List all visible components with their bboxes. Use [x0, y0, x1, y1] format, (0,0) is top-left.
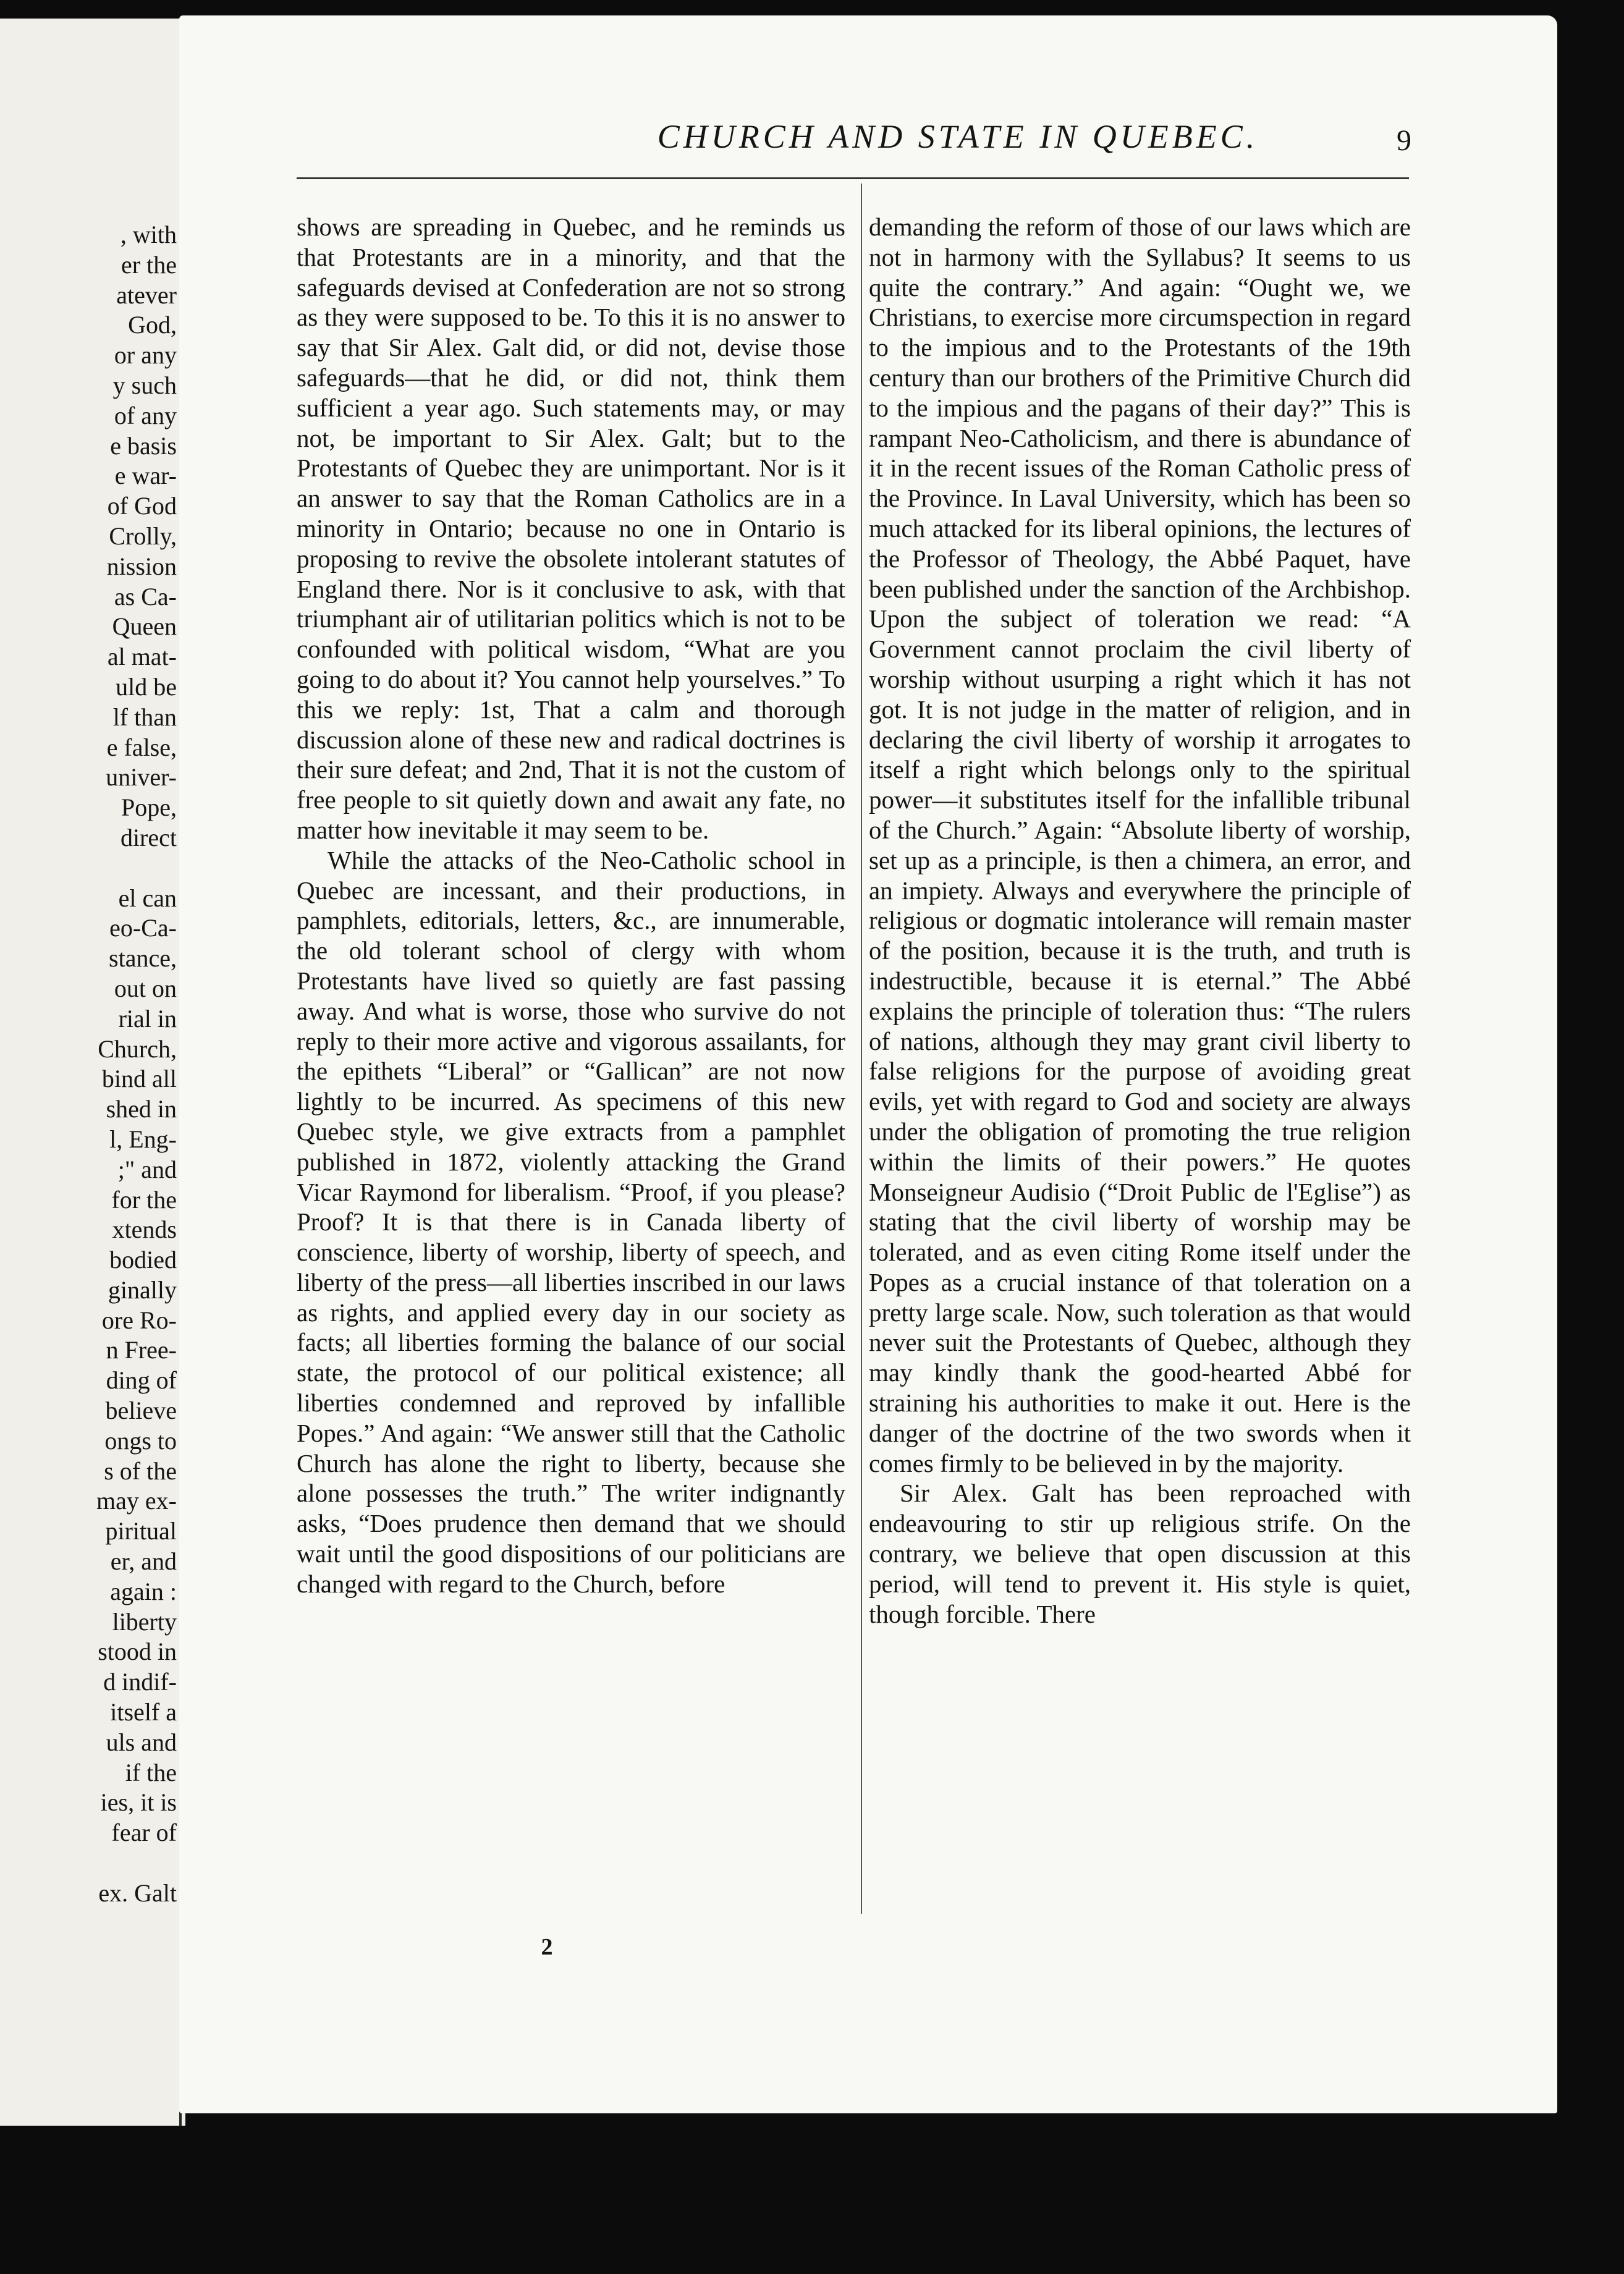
facing-page-line: believe [105, 1397, 177, 1425]
facing-page-line: bind all [101, 1065, 177, 1093]
facing-page-line: er, and [110, 1547, 177, 1576]
header-rule [297, 177, 1409, 179]
facing-page-line: of any [114, 401, 177, 429]
paragraph: demanding the reform of those of our laws which are not in harmony with the Syllabus? It seems to us quite the contrary.” And again: “Ought we, we Christians, to exercise more circumspection in regard to the impious and to the Protestants of the 19th century than our brothers of the Primitive Church did to the impious and the pagans of their day?” This is rampant Neo-Catholicism, and there is abundance of it in the recent issues of the Roman Catholic press of the Province. In Laval University, which has been so much attacked for its liberal opinions, the lectures of the Professor of Theology, the Abbé Paquet, have been published under the sanction of the Archbishop. Upon the subject of toleration we read: “A Government cannot proclaim the civil liberty of worship without usurping a right which it has not got. It is not judge in the matter of religion, and in declaring the civil liberty of worship it arrogates to itself a right which belongs only to the spiritual power—it substitutes itself for the infallible tribunal of the Church.” Again: “Absolute liberty of worship, set up as a principle, is then a chimera, an error, and an impiety. Always and everywhere the principle of religious or dogmatic intolerance will remain master of the position, because it is the truth, and truth is indestructible, because it is eternal.” The Abbé explains the principle of toleration thus: “The rulers of nations, although they may grant civil liberty to false religions for the purpose of avoiding great evils, yet with regard to God and society are always under the obligation of promoting the true religion within the limits of their powers.” He quotes Monseigneur Audisio (“Droit Public de l'Eglise”) as stating that the civil liberty of worship may be tolerated, and as even citing Rome itself under the Popes as a crucial instance of that toleration on a pretty large scale. Now, such toleration as that would never suit the Protestants of Quebec, although they may kindly thank the good-hearted Abbé for straining his authorities to make it out. Here is the danger of the doctrine of the two swords when it comes firmly to be believed in by the majority. [869, 213, 1411, 1477]
text-column-right [869, 212, 1411, 1629]
facing-page-line: e false, [106, 733, 177, 761]
facing-page-line: ;" and [117, 1155, 177, 1183]
facing-page-line [0, 853, 177, 884]
facing-page-line: Queen [112, 612, 177, 641]
running-header [179, 117, 1557, 161]
facing-page-line: ginally [108, 1275, 177, 1304]
facing-page-line: er the [121, 250, 177, 279]
facing-page-line: fear of [111, 1819, 177, 1847]
facing-page-line: nission [106, 552, 177, 580]
facing-page-line: n Free- [106, 1336, 177, 1364]
facing-page-line: d indif- [103, 1668, 177, 1696]
facing-page-line: liberty [112, 1607, 177, 1636]
facing-page-line: el can [118, 884, 177, 912]
paragraph: While the attacks of the Neo-Catholic school in Quebec are incessant, and their productions, in pamphlets, editorials, letters, &c., are innumerable, the old tolerant school of clergy with whom Protestants have lived so quietly are fast passing away. And what is worse, those who survive do not reply to their more active and vigorous assailants, for the epithets “Liberal” or “Gallican” are not now lightly to be incurred. As specimens of this new Quebec style, we give extracts from a pamphlet published in 1872, violently attacking the Grand Vicar Raymond for liberalism. “Proof, if you please? Proof? It is that there is in Canada liberty of conscience, liberty of worship, liberty of speech, and liberty of the press—all liberties inscribed in our laws as rights, and applied every day in our society as facts; all liberties forming the balance of our social state, the protocol of our political existence; all liberties condemned and reproved by infallible Popes.” And again: “We answer still that the Catholic Church has alone the right to liberty, because she alone possesses the truth.” The writer indignantly asks, “Does prudence then demand that we should wait until the good dispositions of our politicians are changed with regard to the Church, before [297, 845, 845, 1598]
signature-mark: 2 [541, 1934, 553, 1960]
paragraph: shows are spreading in Quebec, and he reminds us that Protestants are in a minority, and that the safeguards devised at Confederation are not so strong as they were supposed to be. To this it is no answer to say that Sir Alex. Galt did, or did not, devise those safeguards—that he did, or did not, think them sufficient a year ago. Such statements may, or may not, be important to Sir Alex. Galt; but to the Protestants of Quebec they are unimportant. Nor is it an answer to say that the Roman Catholics are in a minority in Ontario; because no one in Ontario is proposing to revive the obsolete intolerant statutes of England there. Nor is it conclusive to ask, with that triumphant air of utilitarian politics which is not to be confounded with political wisdom, “What are you going to do about it? You cannot help yourselves.” To this we reply: 1st, That a calm and thorough discussion alone of these new and radical doctrines is their sure defeat; and 2nd, That it is not the custom of free people to sit quietly down and await any fate, no matter how inevitable it may seem to be. [297, 213, 845, 844]
paragraph: Sir Alex. Galt has been reproached with endeavouring to stir up religious strife. On the contrary, we believe that open discussion at this period, will tend to prevent it. His style is quiet, though forcible. There [869, 1479, 1411, 1628]
facing-page-line: e war- [114, 462, 177, 490]
facing-page-line: Pope, [121, 793, 177, 822]
facing-page-line: Church, [98, 1034, 177, 1063]
facing-page-line: l, Eng- [109, 1125, 177, 1153]
facing-page-line: eo-Ca- [109, 914, 177, 942]
text-column-left [297, 212, 845, 1599]
facing-page-line: rial in [118, 1004, 177, 1033]
facing-page-line: ies, it is [100, 1788, 177, 1817]
facing-page-line: ore Ro- [101, 1306, 177, 1334]
facing-page-line: lf than [112, 703, 177, 731]
facing-page-line: stood in [98, 1638, 177, 1666]
facing-page-line: God, [128, 311, 177, 339]
facing-page-line: univer- [106, 763, 177, 792]
facing-page-line: out on [114, 974, 177, 1002]
facing-page-line: may ex- [96, 1487, 177, 1515]
facing-page-line [0, 1848, 177, 1879]
facing-page-line: as Ca- [114, 582, 177, 611]
facing-page-line: or any [114, 341, 177, 370]
page-right [179, 15, 1557, 2113]
facing-page-line: , with [120, 221, 177, 248]
running-title: CHURCH AND STATE IN QUEBEC. [657, 118, 1259, 155]
facing-page-line: xtends [112, 1215, 177, 1244]
page-number: 9 [1397, 124, 1411, 157]
facing-page-line: s of the [104, 1456, 177, 1485]
facing-page-line: itself a [110, 1698, 177, 1727]
facing-page-line: uls and [106, 1728, 177, 1756]
facing-page-line: e basis [110, 431, 177, 460]
facing-page-line: shed in [106, 1095, 177, 1123]
facing-page-line: ding of [106, 1366, 177, 1395]
facing-page-line: again : [110, 1577, 177, 1605]
facing-page-text-fragments [0, 220, 177, 1909]
facing-page-line: al mat- [107, 643, 177, 671]
facing-page-line: for the [111, 1185, 177, 1214]
column-divider [861, 184, 862, 1914]
facing-page-line: uld be [116, 672, 177, 701]
facing-page-line: direct [120, 823, 177, 852]
facing-page-line: ex. Galt [98, 1879, 177, 1907]
facing-page-line: if the [125, 1758, 177, 1786]
facing-page-left [0, 19, 185, 2126]
facing-page-line: of God [107, 492, 177, 520]
facing-page-line: stance, [109, 944, 177, 973]
facing-page-line: y such [112, 371, 177, 399]
facing-page-line: atever [116, 281, 177, 309]
facing-page-line: bodied [109, 1246, 177, 1274]
facing-page-line: ongs to [104, 1426, 177, 1455]
facing-page-line: piritual [105, 1517, 177, 1545]
facing-page-line: Crolly, [109, 522, 177, 550]
